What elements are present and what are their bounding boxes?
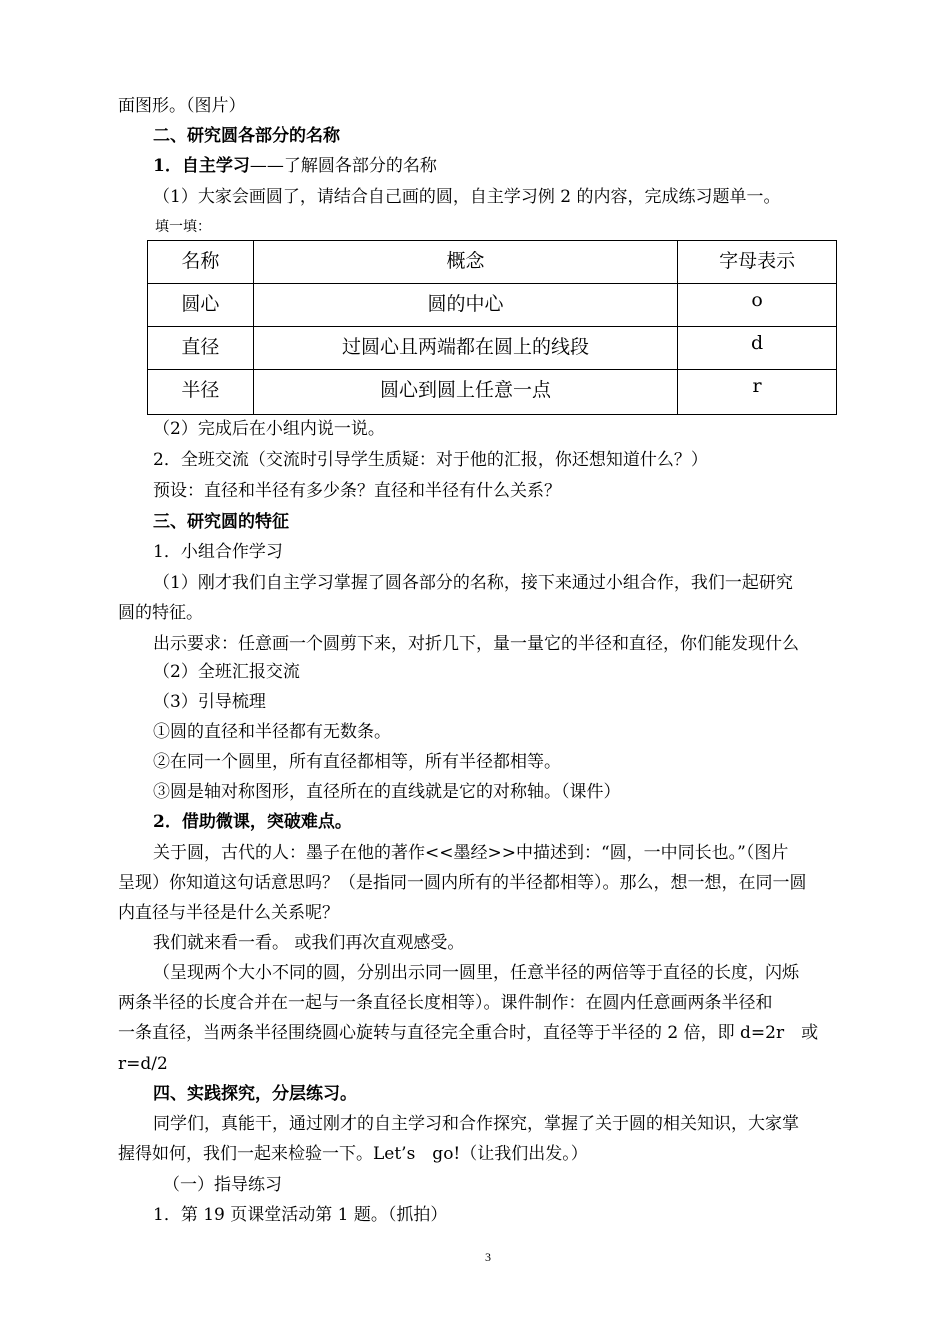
table-cell: r [678,370,837,415]
table-cell: 直径 [148,327,254,370]
table-header-cell: 字母表示 [678,241,837,284]
list-item: ②在同一个圆里，所有直径都相等，所有半径都相等。 [153,752,561,772]
paragraph: 关于圆，古代的人：墨子在他的著作<<墨经>>中描述到：“圆，一中同长也。”（图片 [153,843,789,863]
table-header-row [148,241,837,284]
page-number: 3 [485,1250,491,1264]
table-cell: o [678,284,837,327]
paragraph [153,155,898,177]
table-cell: 过圆心且两端都在圆上的线段 [253,327,677,370]
paragraph: （3）引导梳理 [153,692,266,712]
paragraph: 同学们，真能干，通过刚才的自主学习和合作探究，掌握了关于圆的相关知识，大家掌 [153,1114,799,1134]
paragraph: （呈现两个大小不同的圆，分别出示同一圆里，任意半径的两倍等于直径的长度，闪烁 [153,963,799,983]
paragraph: （一）指导练习 [163,1175,282,1195]
section-heading: 三、研究圆的特征 [153,512,289,532]
paragraph: 圆的特征。 [118,603,203,623]
paragraph: （2）全班汇报交流 [153,662,300,682]
paragraph: 1．小组合作学习 [153,542,283,562]
paragraph: 内直径与半径是什么关系呢？ [118,903,339,923]
table-cell: 圆心 [148,284,254,327]
table-cell: 圆心到圆上任意一点 [253,370,677,415]
paragraph: （1）大家会画圆了，请结合自己画的圆，自主学习例 2 的内容，完成练习题单一。 [153,187,781,207]
paragraph: （1）刚才我们自主学习掌握了圆各部分的名称，接下来通过小组合作，我们一起研究 [153,573,793,593]
paragraph: （2）完成后在小组内说一说。 [153,419,385,439]
paragraph: 两条半径的长度合并在一起与一条直径长度相等）。课件制作：在圆内任意画两条半径和 [118,993,773,1013]
subheading-rest: ——了解圆各部分的名称 [249,156,437,176]
paragraph: 出示要求：任意画一个圆剪下来，对折几下，量一量它的半径和直径，你们能发现什么 [153,634,799,654]
caption: 填一填： [155,219,211,235]
list-item: ①圆的直径和半径都有无数条。 [153,722,391,742]
fill-in-table [147,240,837,415]
paragraph: 1．第 19 页课堂活动第 1 题。（抓拍） [153,1205,448,1225]
table-row [148,327,837,370]
table-header-cell: 概念 [253,241,677,284]
paragraph: 握得如何，我们一起来检验一下。Let’s go!（让我们出发。） [118,1144,588,1164]
paragraph: 呈现）你知道这句话意思吗？（是指同一圆内所有的半径都相等）。那么，想一想，在同一圆 [118,873,807,893]
paragraph: r=d/2 [118,1054,168,1074]
section-heading: 四、实践探究，分层练习。 [153,1084,357,1104]
paragraph: 2．全班交流（交流时引导学生质疑：对于他的汇报，你还想知道什么？） [153,450,708,470]
subheading: 2．借助微课，突破难点。 [153,812,352,832]
paragraph: 我们就来看一看。 或我们再次直观感受。 [153,933,465,953]
list-item: ③圆是轴对称图形，直径所在的直线就是它的对称轴。（课件） [153,782,621,802]
section-heading: 二、研究圆各部分的名称 [153,126,340,146]
table-row [148,284,837,327]
table-row [148,370,837,415]
table-cell: d [678,327,837,370]
table-cell: 圆的中心 [253,284,677,327]
paragraph: 预设：直径和半径有多少条？直径和半径有什么关系？ [153,481,561,501]
paragraph: 面图形。（图片） [118,96,246,116]
table-cell: 半径 [148,370,254,415]
paragraph: 一条直径，当两条半径围绕圆心旋转与直径完全重合时，直径等于半径的 2 倍，即 d=2r 或 [118,1023,819,1043]
subheading: 1．自主学习 [153,156,250,176]
table-header-cell: 名称 [148,241,254,284]
